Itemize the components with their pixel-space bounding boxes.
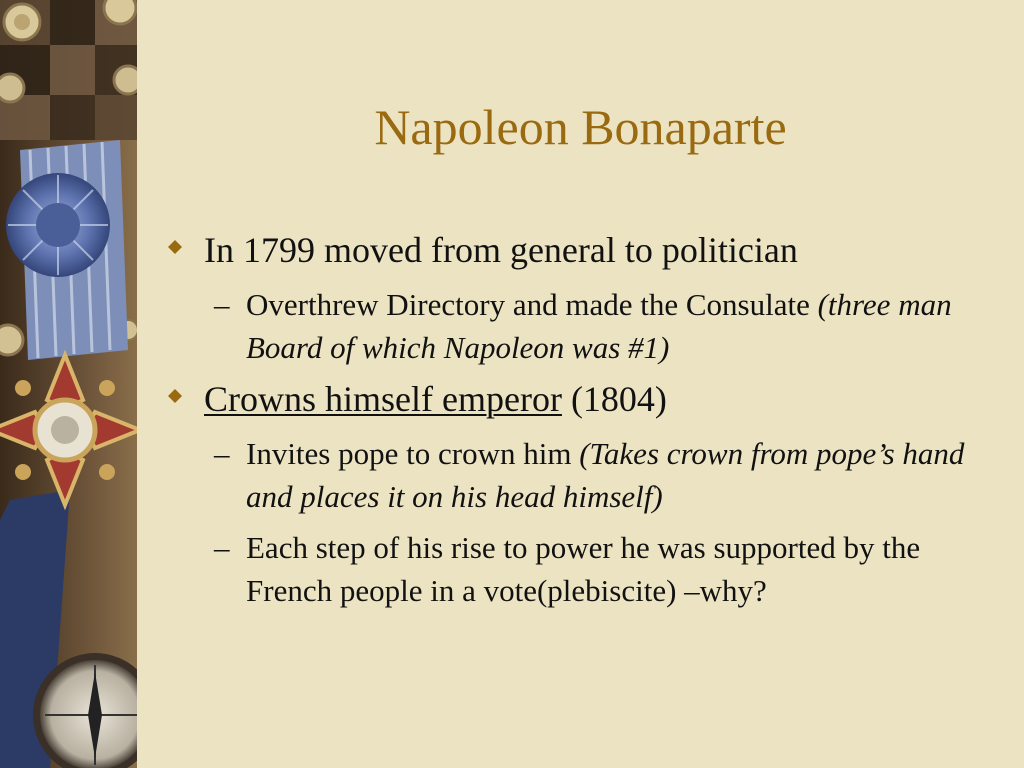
sub-bullet-1-1-text: Overthrew Directory and made the Consulate: [246, 287, 818, 322]
bullet-item-1: [168, 228, 998, 272]
bullet-1-text: In 1799 moved from general to politician: [204, 230, 798, 270]
diamond-bullet-icon: [168, 389, 182, 403]
sub-bullet-2-1-italic: (Takes crown from pope’s hand and places it on his head himself): [246, 436, 965, 514]
bullet-list: [168, 228, 998, 620]
sub-bullet-1-1-italic: (three man Board of which Napoleon was #1): [246, 287, 952, 365]
bullet-2-underlined-text: Crowns himself emperor: [204, 379, 562, 419]
dash-bullet: –: [214, 530, 230, 565]
decorative-medal-image: [0, 0, 137, 768]
sub-bullet-1-1: [168, 283, 998, 369]
sub-bullet-2-1-text: Invites pope to crown him: [246, 436, 580, 471]
diamond-bullet-icon: [168, 240, 182, 254]
sub-bullet-2-1: [168, 432, 998, 518]
dash-bullet: –: [214, 436, 230, 471]
sub-bullet-2-2-text: Each step of his rise to power he was supported by the French people in a vote(plebiscite) –why?: [246, 530, 921, 608]
sub-bullet-2-2: [168, 526, 998, 612]
bullet-2-text-rest: (1804): [561, 379, 667, 419]
slide-title: Napoleon Bonaparte: [374, 99, 787, 155]
dash-bullet: –: [214, 287, 230, 322]
bullet-item-2: [168, 377, 998, 421]
